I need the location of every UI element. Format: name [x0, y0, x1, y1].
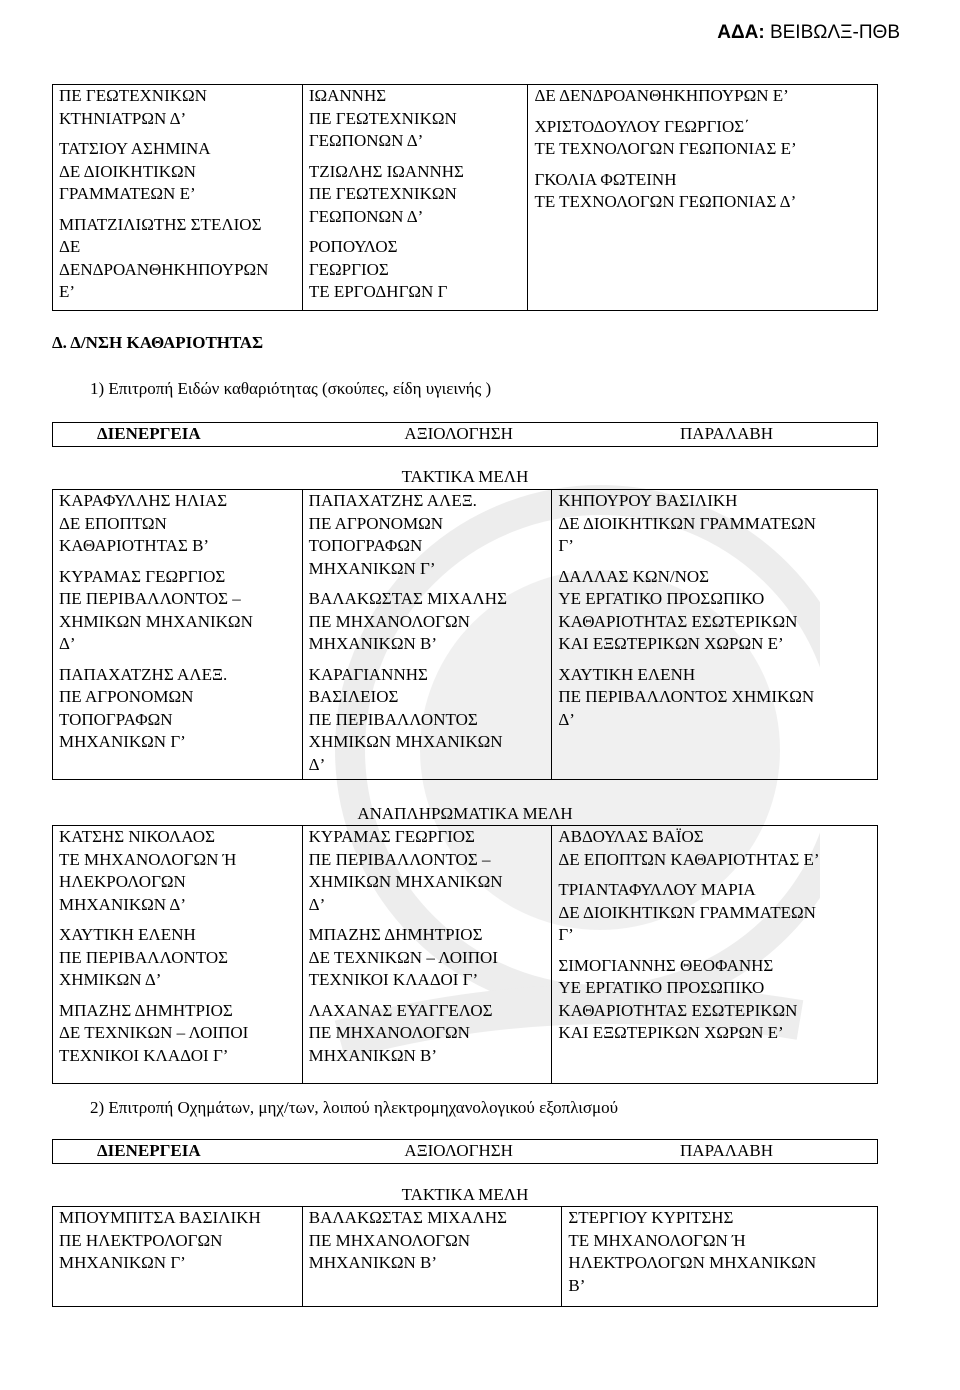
member-entry	[309, 664, 546, 777]
header-dienergeia: ΔΙΕΝΕΡΓΕΙΑ	[53, 423, 364, 447]
member-entry	[309, 1207, 556, 1275]
c1-regular-col2	[302, 490, 552, 780]
member-line: ΔΕ ΕΠΟΠΤΩΝ ΚΑΘΑΡΙΟΤΗΤΑΣ Ε’	[558, 849, 820, 869]
member-entry	[534, 116, 871, 161]
member-line: ΗΛΕΚΡΟΛΟΓΩΝ	[59, 872, 186, 891]
member-line: ΤΕ ΜΗΧΑΝΟΛΟΓΩΝ Ή	[59, 849, 237, 869]
member-line: ΤΕ ΤΕΧΝΟΛΟΓΩΝ ΓΕΩΠΟΝΙΑΣ Δ’	[534, 192, 797, 211]
member-line: ΤΕΧΝΙΚΟΙ ΚΛΑΔΟΙ Γ’	[308, 970, 479, 989]
member-line: ΜΠΑΤΖΙΛΙΩΤΗΣ ΣΤΕΛΙΟΣ	[59, 214, 262, 234]
member-line: ΧΗΜΙΚΩΝ Δ’	[59, 970, 162, 989]
member-line: ΜΗΧΑΝΙΚΩΝ Β’	[308, 1045, 437, 1065]
section-d-title: Δ. Δ/ΝΣΗ ΚΑΘΑΡΙΟΤΗΤΑΣ	[52, 333, 264, 352]
member-entry	[309, 161, 522, 229]
member-line: ΠΕ ΑΓΡΟΝΟΜΩΝ	[308, 513, 444, 533]
member-line: ΚΗΠΟΥΡΟΥ ΒΑΣΙΛΙΚΗ	[558, 491, 738, 510]
member-line: ΤΕ ΕΡΓΟΔΗΓΩΝ Γ	[308, 282, 448, 301]
committee1-regular-table	[52, 489, 878, 780]
member-line: ΔΕ ΔΕΝΔΡΟΑΝΘΗΚΗΠΟΥΡΩΝ Ε’	[534, 86, 789, 105]
member-line: Γ’	[558, 925, 574, 944]
regular-members-label: ΤΑΚΤΙΚΑ ΜΕΛΗ	[401, 467, 529, 486]
member-line: ΤΕ ΜΗΧΑΝΟΛΟΓΩΝ Ή	[568, 1230, 746, 1250]
member-line: ΠΕ ΠΕΡΙΒΑΛΛΟΝΤΟΣ	[59, 947, 229, 967]
member-line: Ε’	[59, 282, 76, 301]
member-line: ΧΑΥΤΙΚΗ ΕΛΕΝΗ	[558, 664, 696, 684]
member-line: ΧΡΙΣΤΟΔΟΥΛΟΥ ΓΕΩΡΓΙΟΣ΄	[534, 116, 750, 136]
member-line: ΤΡΙΑΝΤΑΦΥΛΛΟΥ ΜΑΡΙΑ	[558, 880, 756, 899]
member-line: ΓΕΩΠΟΝΩΝ Δ’	[308, 131, 424, 150]
member-line: ΔΕ ΕΠΟΠΤΩΝ	[59, 513, 167, 533]
member-line: ΚΤΗΝΙΑΤΡΩΝ Δ’	[59, 108, 187, 128]
member-line: ΣΤΕΡΓΙΟΥ ΚΥΡΙΤΣΗΣ	[568, 1208, 734, 1227]
member-line: ΒΑΣΙΛΕΙΟΣ	[308, 687, 399, 706]
member-line: ΚΑΡΑΦΥΛΛΗΣ ΗΛΙΑΣ	[59, 491, 228, 510]
member-line: ΠΑΠΑΧΑΤΖΗΣ ΑΛΕΞ.	[308, 491, 477, 510]
header2-paralavi: ΠΑΡΑΛΑΒΗ	[554, 1140, 877, 1164]
member-line: ΔΕ ΤΕΧΝΙΚΩΝ – ΛΟΙΠΟΙ	[308, 947, 498, 967]
ada-value: ΒΕΙΒΩΛΞ-ΠΘΒ	[769, 22, 900, 43]
member-line: ΤΕ ΤΕΧΝΟΛΟΓΩΝ ΓΕΩΠΟΝΙΑΣ Ε’	[534, 139, 797, 158]
committee2-title: 2) Επιτροπή Οχημάτων, μηχ/των, λοιπού ηλεκτρομηχανολογικού εξοπλισμού	[90, 1098, 619, 1117]
committee1-alternate-table	[52, 825, 878, 1084]
member-line: ΜΗΧΑΝΙΚΩΝ Β’	[308, 634, 437, 653]
member-line: Δ’	[308, 894, 326, 914]
member-line: Δ’	[308, 754, 326, 774]
member-line: ΚΑΘΑΡΙΟΤΗΤΑΣ Β’	[59, 536, 210, 555]
member-line: ΗΛΕΚΤΡΟΛΟΓΩΝ ΜΗΧΑΝΙΚΩΝ	[568, 1253, 817, 1272]
member-line: ΓΕΩΡΓΙΟΣ	[308, 259, 389, 279]
committee1-title: 1) Επιτροπή Ειδών καθαριότητας (σκούπες, είδη υγιεινής )	[90, 379, 492, 398]
member-line: ΜΗΧΑΝΙΚΩΝ Β’	[308, 1253, 438, 1272]
member-line: ΧΗΜΙΚΩΝ ΜΗΧΑΝΙΚΩΝ	[308, 872, 503, 891]
member-entry	[59, 490, 296, 558]
member-entry	[534, 169, 871, 214]
member-line: ΚΥΡΑΜΑΣ ΓΕΩΡΓΙΟΣ	[308, 827, 475, 846]
member-line: ΜΗΧΑΝΙΚΩΝ Γ’	[308, 558, 436, 578]
member-entry	[59, 1207, 296, 1275]
member-entry	[309, 826, 546, 916]
member-entry	[59, 214, 296, 304]
committee2-header	[52, 1139, 878, 1164]
top-col3	[528, 85, 878, 311]
member-line: ΓΚΟΛΙΑ ΦΩΤΕΙΝΗ	[534, 169, 677, 189]
member-line: ΥΕ ΕΡΓΑΤΙΚΟ ΠΡΟΣΩΠΙΚΟ	[558, 589, 765, 608]
member-line: ΜΗΧΑΝΙΚΩΝ Γ’	[59, 1253, 186, 1272]
member-line: ΚΑΤΣΗΣ ΝΙΚΟΛΑΟΣ	[59, 827, 215, 846]
member-line: ΠΕ ΜΗΧΑΝΟΛΟΓΩΝ	[308, 1023, 470, 1042]
c2-regular-col1	[53, 1207, 303, 1307]
top-col1	[53, 85, 303, 311]
member-entry	[309, 490, 546, 580]
member-line: ΚΑΙ ΕΞΩΤΕΡΙΚΩΝ ΧΩΡΩΝ Ε’	[558, 1023, 784, 1042]
member-line: ΠΕ ΠΕΡΙΒΑΛΛΟΝΤΟΣ ΧΗΜΙΚΩΝ	[558, 687, 815, 706]
member-entry	[309, 236, 522, 304]
member-line: ΚΥΡΑΜΑΣ ΓΕΩΡΓΙΟΣ	[59, 566, 226, 586]
member-line: ΔΕ ΤΕΧΝΙΚΩΝ – ΛΟΙΠΟΙ	[59, 1023, 249, 1042]
member-entry	[59, 664, 296, 754]
member-line: ΜΠΑΖΗΣ ΔΗΜΗΤΡΙΟΣ	[59, 1000, 233, 1020]
member-line: ΠΕ ΑΓΡΟΝΟΜΩΝ	[59, 687, 194, 706]
member-line: ΤΟΠΟΓΡΑΦΩΝ	[308, 536, 423, 555]
member-line: ΔΕ ΔΙΟΙΚΗΤΙΚΩΝ	[59, 161, 196, 181]
member-line: ΠΕ ΠΕΡΙΒΑΛΛΟΝΤΟΣ –	[308, 849, 491, 869]
member-line: ΔΕΝΔΡΟΑΝΘΗΚΗΠΟΥΡΩΝ	[59, 259, 269, 279]
header2-dienergeia: ΔΙΕΝΕΡΓΕΙΑ	[53, 1140, 364, 1164]
c1-regular-col1	[53, 490, 303, 780]
c2-regular-col3	[562, 1207, 878, 1307]
member-entry	[59, 138, 296, 206]
member-line: ΒΑΛΑΚΩΣΤΑΣ ΜΙΧΑΛΗΣ	[308, 589, 507, 608]
c1-regular-col3	[552, 490, 878, 780]
ada-header	[717, 22, 900, 45]
top-col2	[302, 85, 528, 311]
member-line: ΤΖΙΩΛΗΣ ΙΩΑΝΝΗΣ	[308, 161, 464, 181]
alternate-members-label: ΑΝΑΠΛΗΡΩΜΑΤΙΚΑ ΜΕΛΗ	[357, 804, 573, 823]
header-paralavi: ΠΑΡΑΛΑΒΗ	[554, 423, 877, 447]
committee2-regular-table	[52, 1206, 878, 1307]
member-line: ΜΠΑΖΗΣ ΔΗΜΗΤΡΙΟΣ	[308, 925, 483, 944]
member-line: ΠΕ ΗΛΕΚΤΡΟΛΟΓΩΝ	[59, 1230, 223, 1250]
member-line: ΠΕ ΓΕΩΤΕΧΝΙΚΩΝ	[59, 86, 207, 105]
member-line: ΡΟΠΟΥΛΟΣ	[308, 237, 398, 256]
member-entry	[309, 924, 546, 992]
top-table	[52, 84, 878, 311]
member-line: ΤΟΠΟΓΡΑΦΩΝ	[59, 709, 173, 729]
member-line: ΜΗΧΑΝΙΚΩΝ Γ’	[59, 732, 186, 751]
member-line: ΜΗΧΑΝΙΚΩΝ Δ’	[59, 894, 186, 914]
member-line: ΠΕ ΜΗΧΑΝΟΛΟΓΩΝ	[308, 1230, 470, 1250]
member-line: ΜΠΟΥΜΠΙΤΣΑ ΒΑΣΙΛΙΚΗ	[59, 1208, 261, 1227]
member-line: ΤΑΤΣΙΟΥ ΑΣΗΜΙΝΑ	[59, 139, 211, 158]
member-line: ΙΩΑΝΝΗΣ	[308, 86, 387, 105]
member-line: ΠΕ ΜΗΧΑΝΟΛΟΓΩΝ	[308, 611, 470, 631]
member-line: Β’	[568, 1275, 586, 1295]
c1-alt-col2	[302, 826, 552, 1084]
member-entry	[59, 85, 296, 130]
member-entry	[59, 566, 296, 656]
member-line: ΑΒΔΟΥΛΑΣ ΒΑΪΟΣ	[558, 827, 704, 846]
member-entry	[558, 664, 871, 732]
c1-alt-col1	[53, 826, 303, 1084]
member-line: ΚΑΘΑΡΙΟΤΗΤΑΣ ΕΣΩΤΕΡΙΚΩΝ	[558, 1000, 798, 1020]
member-entry	[568, 1207, 871, 1297]
member-line: ΠΕ ΓΕΩΤΕΧΝΙΚΩΝ	[308, 108, 457, 128]
member-line: ΔΕ ΔΙΟΙΚΗΤΙΚΩΝ ΓΡΑΜΜΑΤΕΩΝ	[558, 513, 816, 533]
member-line: Γ’	[558, 536, 574, 555]
member-line: ΚΑΘΑΡΙΟΤΗΤΑΣ ΕΣΩΤΕΡΙΚΩΝ	[558, 611, 798, 631]
member-line: ΠΕ ΠΕΡΙΒΑΛΛΟΝΤΟΣ –	[59, 589, 241, 608]
member-line: ΤΕΧΝΙΚΟΙ ΚΛΑΔΟΙ Γ’	[59, 1045, 229, 1065]
member-entry	[558, 566, 871, 656]
committee1-header	[52, 422, 878, 447]
member-entry	[309, 588, 546, 656]
member-entry	[59, 924, 296, 992]
member-entry	[558, 879, 871, 947]
member-entry	[309, 85, 522, 153]
member-entry	[558, 826, 871, 871]
member-line: ΒΑΛΑΚΩΣΤΑΣ ΜΙΧΑΛΗΣ	[308, 1208, 508, 1227]
member-entry	[59, 826, 296, 916]
member-line: ΓΕΩΠΟΝΩΝ Δ’	[308, 206, 424, 226]
member-line: ΠΕ ΓΕΩΤΕΧΝΙΚΩΝ	[308, 184, 457, 203]
member-line: ΛΑΧΑΝΑΣ ΕΥΑΓΓΕΛΟΣ	[308, 1000, 493, 1020]
member-line: ΧΗΜΙΚΩΝ ΜΗΧΑΝΙΚΩΝ	[308, 732, 503, 751]
member-line: Δ’	[59, 634, 76, 653]
header2-axiologisi: ΑΞΙΟΛΟΓΗΣΗ	[363, 1140, 554, 1164]
member-line: ΠΑΠΑΧΑΤΖΗΣ ΑΛΕΞ.	[59, 664, 228, 684]
member-entry	[309, 1000, 546, 1068]
member-line: ΔΑΛΛΑΣ ΚΩΝ/ΝΟΣ	[558, 566, 710, 586]
member-line: ΠΕ ΠΕΡΙΒΑΛΛΟΝΤΟΣ	[308, 709, 478, 729]
member-entry	[558, 955, 871, 1045]
member-line: ΓΡΑΜΜΑΤΕΩΝ Ε’	[59, 184, 196, 203]
c1-alt-col3	[552, 826, 878, 1084]
member-line: ΧΗΜΙΚΩΝ ΜΗΧΑΝΙΚΩΝ	[59, 611, 253, 631]
member-line: ΚΑΡΑΓΙΑΝΝΗΣ	[308, 664, 428, 684]
header-axiologisi: ΑΞΙΟΛΟΓΗΣΗ	[363, 423, 554, 447]
member-line: ΔΕ ΔΙΟΙΚΗΤΙΚΩΝ ΓΡΑΜΜΑΤΕΩΝ	[558, 902, 816, 922]
member-entry	[558, 490, 871, 558]
c2-regular-col2	[302, 1207, 562, 1307]
member-entry	[534, 85, 871, 108]
member-line: ΚΑΙ ΕΞΩΤΕΡΙΚΩΝ ΧΩΡΩΝ Ε’	[558, 634, 784, 653]
regular-members-label-2: ΤΑΚΤΙΚΑ ΜΕΛΗ	[401, 1185, 529, 1204]
member-line: Δ’	[558, 709, 575, 729]
member-entry	[59, 1000, 296, 1068]
ada-label: ΑΔΑ:	[717, 22, 765, 43]
member-line: ΣΙΜΟΓΙΑΝΝΗΣ ΘΕΟΦΑΝΗΣ	[558, 955, 774, 975]
member-line: ΔΕ	[59, 237, 81, 256]
member-line: ΧΑΥΤΙΚΗ ΕΛΕΝΗ	[59, 925, 196, 944]
member-line: ΥΕ ΕΡΓΑΤΙΚΟ ΠΡΟΣΩΠΙΚΟ	[558, 978, 765, 997]
